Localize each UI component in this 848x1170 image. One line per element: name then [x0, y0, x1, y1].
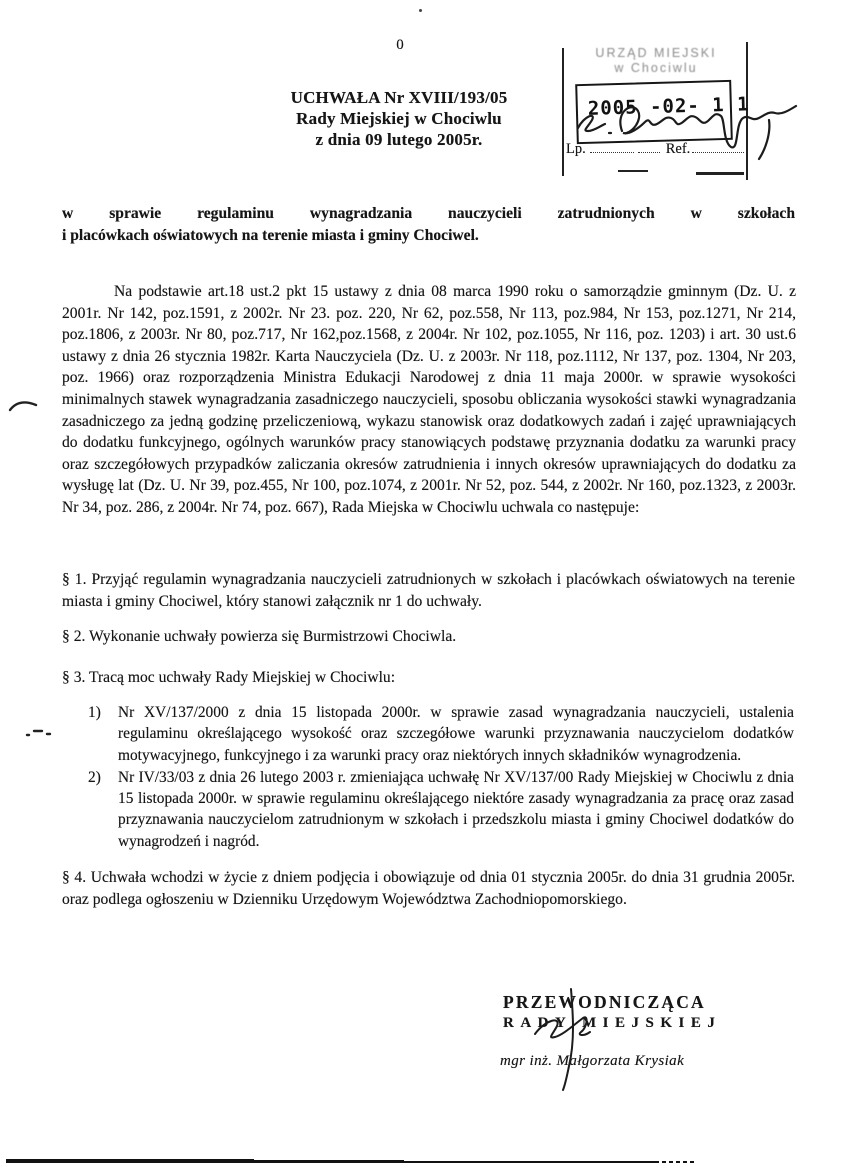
- stamp-border-left: [562, 48, 564, 176]
- scan-artifact-line: [404, 1161, 659, 1163]
- section-4: § 4. Uchwała wchodzi w życie z dniem podjęcia i obowiązuje od dnia 01 stycznia 2005r. do dnia 31 grudnia 2005r. oraz podlega ogłoszeniu w Dzienniku Urzędowym Województwa Zachodniopomorskiego.: [62, 869, 795, 908]
- pen-mark: [25, 727, 53, 739]
- pen-mark: [8, 396, 40, 414]
- list-text: Nr XV/137/2000 z dnia 15 listopada 2000r. w sprawie zasad wynagradzania nauczycieli, ustalenia regulaminu określającego wysokość oraz szczegółowe warunki przyznawania nauczycielom dodatków motywacyjnego, funkcyjnego i za warunki pracy oraz niektórych innych składników wynagrodzenia.: [118, 704, 794, 764]
- list-marker: 2): [88, 768, 101, 786]
- list-item: [88, 702, 794, 766]
- stamp-office-line: w Chociwlu: [614, 61, 698, 75]
- scan-artifact-dash: [696, 172, 744, 175]
- council-name: RADY MIEJSKIEJ: [503, 1015, 722, 1031]
- list-marker: 1): [88, 704, 101, 721]
- chairwoman-title: PRZEWODNICZĄCA: [503, 992, 706, 1012]
- subject-line: i placówkach oświatowych na terenie miasta i gminy Chociwel.: [62, 226, 479, 244]
- legal-basis-paragraph: Na podstawie art.18 ust.2 pkt 15 ustawy z dnia 08 marca 1990 roku o samorządzie gminnym (Dz. U. z 2001r. Nr 142, poz.1591, z 2002r. Nr 23. poz. 220, Nr 62, poz.558, Nr 113, poz.984, Nr 153, poz.1271, Nr 214, poz.1806, z 2003r. Nr 80, poz.717, Nr 162,poz.1568, z 2004r. Nr 102, poz.1055, Nr 116, poz. 1203) i art. 30 ust.6 ustawy z dnia 26 stycznia 1982r. Karta Nauczyciela (Dz. U. z 2003r. Nr 118, poz.1112, Nr 137, poz. 1304, Nr 203, poz. 1966) oraz rozporządzenia Ministra Edukacji Narodowej z dnia 11 maja 2000r. w sprawie wysokości minimalnych stawek wynagradzania zasadniczego nauczycieli, sposobu obliczania wysokości stawki wynagradzania zasadniczego za jedną godzinę przeliczeniową, wykazu stanowisk oraz dodatkowych zadań i zajęć uprawniających do dodatku funkcyjnego, ogólnych warunków pracy stanowiących podstawę przyznania dodatku za warunki pracy oraz szczegółowych przypadków zaliczania okresów zatrudnienia i innych okresów uprawniających do dodatku za wysługę lat (Dz. U. Nr 39, poz.455, Nr 100, poz.1074, z 2001r. Nr 52, poz. 544, z 2002r. Nr 160, poz.1323, z 2003r. Nr 34, poz. 286, z 2004r. Nr 74, poz. 667), Rada Miejska w Chociwlu uchwala co następuje:: [62, 283, 796, 516]
- repealed-resolutions-list: [88, 702, 794, 853]
- stamp-office-name: [570, 46, 742, 76]
- title-line: z dnia 09 lutego 2005r.: [315, 130, 483, 149]
- title-line: UCHWAŁA Nr XVIII/193/05: [290, 88, 508, 107]
- page-number: 0: [396, 37, 404, 53]
- list-text: Nr IV/33/03 z dnia 26 lutego 2003 r. zmieniająca uchwałę Nr XV/137/00 Rady Miejskiej w Chociwlu z dnia 15 listopada 2000r. w sprawie regulaminu określającego niektóre zasady wynagradzania za pracę oraz zasad przyznawania nauczycielom zatrudnionym w szkołach i przedszkolu miasta i gminy Chociwel dodatków do wynagrodzeń i nagród.: [118, 768, 794, 850]
- subject-line: w sprawie regulaminu wynagradzania nauczycieli zatrudnionych w szkołach: [62, 205, 795, 222]
- list-item: [88, 767, 794, 852]
- handwritten-signature: [527, 986, 612, 1094]
- scan-artifact-line: [662, 1161, 696, 1163]
- signatory-name: mgr inż. Małgorzata Krysiak: [500, 1053, 685, 1069]
- decree-title: [238, 87, 560, 150]
- scan-artifact-line: [6, 1159, 254, 1163]
- title-line: Rady Miejskiej w Chociwlu: [296, 109, 502, 128]
- section-1: § 1. Przyjąć regulamin wynagradzania nauczycieli zatrudnionych w szkołach i placówkach oświatowych na terenie miasta i gminy Chociwel, który stanowi załącznik nr 1 do uchwały.: [62, 571, 795, 610]
- section-2: § 2. Wykonanie uchwały powierza się Burmistrzowi Chociwla.: [62, 628, 457, 645]
- scan-artifact-dash: [618, 170, 648, 172]
- handwritten-signature: [572, 90, 807, 165]
- subject-clause: [62, 203, 795, 246]
- stamp-office-line: URZĄD MIEJSKI: [595, 46, 717, 60]
- stamp-ref-label: Ref.: [665, 141, 691, 157]
- stamp-date: 2005 -02- 1 1: [587, 93, 750, 120]
- section-3: § 3. Tracą moc uchwały Rady Miejskiej w Chociwlu:: [62, 669, 396, 686]
- scan-artifact-dot: [419, 9, 422, 12]
- stamp-lp-label: Lp.: [566, 141, 586, 157]
- scan-artifact-line: [254, 1160, 404, 1163]
